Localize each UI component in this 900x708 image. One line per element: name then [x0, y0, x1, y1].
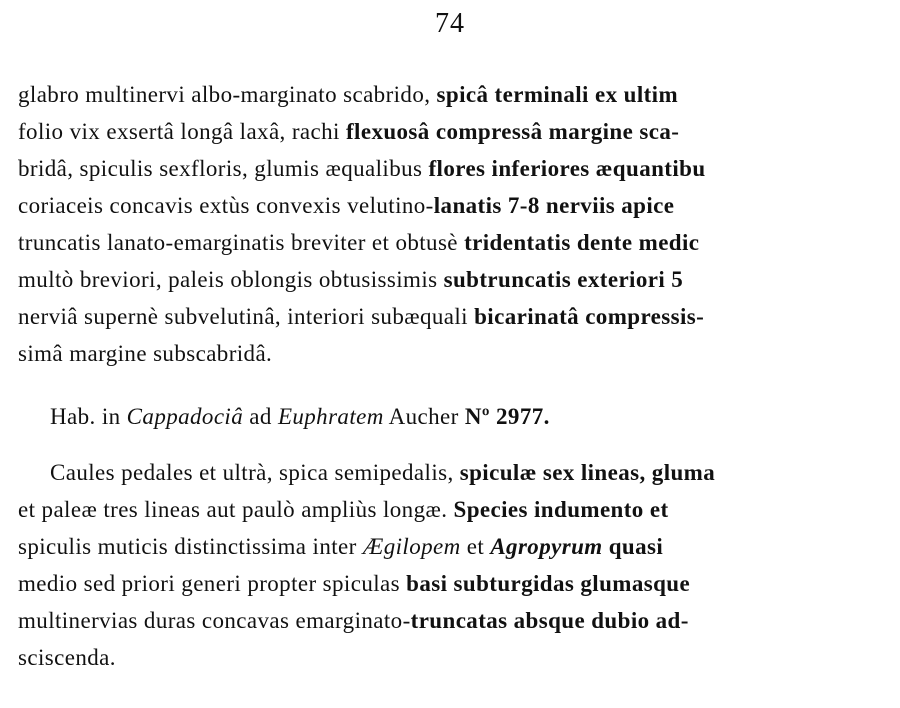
text-run: Aucher: [383, 404, 465, 429]
text-line: [18, 491, 890, 528]
text-run: bicarinatâ compressis-: [474, 304, 705, 329]
text-line: [18, 639, 890, 676]
text-run: ad: [243, 404, 278, 429]
text-run: et: [460, 534, 491, 559]
text-line: [18, 602, 890, 639]
text-run: et paleæ tres lineas aut paulò ampliùs longæ.: [18, 497, 454, 522]
habitat-paragraph: [18, 398, 890, 435]
text-run: truncatas absque dubio ad-: [410, 608, 689, 633]
text-run: nerviâ supernè subvelutinâ, interiori subæquali: [18, 304, 475, 329]
text-run: glabro multinervi albo-marginato scabrido,: [18, 82, 437, 107]
text-run: Agropyrum: [490, 534, 603, 559]
text-run: spicâ terminali ex ultim: [436, 82, 679, 107]
text-line: [18, 335, 890, 372]
text-run: bridâ, spiculis sexfloris, glumis æqualibus: [18, 156, 429, 181]
text-line: [18, 528, 890, 565]
text-run: spiculis muticis distinctissima inter: [18, 534, 363, 559]
text-line: [18, 224, 890, 261]
text-run: simâ margine subscabridâ.: [18, 341, 273, 366]
text-run: tridentatis dente medic: [464, 230, 700, 255]
text-run: Cappadociâ: [126, 404, 244, 429]
text-run: spiculæ sex lineas, gluma: [459, 460, 716, 485]
text-run: multinervias duras concavas emarginato-: [18, 608, 411, 633]
text-line: [18, 454, 890, 491]
text-run: coriaceis concavis extùs convexis velutino-: [18, 193, 434, 218]
text-line: [18, 187, 890, 224]
text-run: lanatis 7-8 nerviis apice: [433, 193, 675, 218]
text-run: flores inferiores æquantibu: [428, 156, 706, 181]
notes-paragraph: [18, 454, 890, 676]
text-run: Species indumento et: [453, 497, 669, 522]
text-run: Caules pedales et ultrà, spica semipedalis,: [50, 460, 460, 485]
text-run: Ægilopem: [362, 534, 461, 559]
description-paragraph: [18, 76, 890, 372]
text-run: multò breviori, paleis oblongis obtusissimis: [18, 267, 444, 292]
text-line: [18, 398, 890, 435]
text-run: basi subturgidas glumasque: [406, 571, 691, 596]
text-run: Euphratem: [277, 404, 384, 429]
page-number: 74: [435, 8, 465, 39]
text-line: [18, 76, 890, 113]
text-run: flexuosâ compressâ margine sca-: [345, 119, 680, 144]
text-run: folio vix exsertâ longâ laxâ, rachi: [18, 119, 346, 144]
text-run: Hab. in: [50, 404, 127, 429]
text-line: [18, 565, 890, 602]
text-run: sciscenda.: [18, 645, 116, 670]
text-run: Nº 2977.: [464, 404, 550, 429]
text-run: medio sed priori generi propter spiculas: [18, 571, 407, 596]
text-run: quasi: [602, 534, 664, 559]
text-line: [18, 298, 890, 335]
text-line: [18, 261, 890, 298]
text-run: truncatis lanato-emarginatis breviter et obtusè: [18, 230, 465, 255]
text-line: [18, 113, 890, 150]
text-run: subtruncatis exteriori 5: [443, 267, 684, 292]
text-line: [18, 150, 890, 187]
